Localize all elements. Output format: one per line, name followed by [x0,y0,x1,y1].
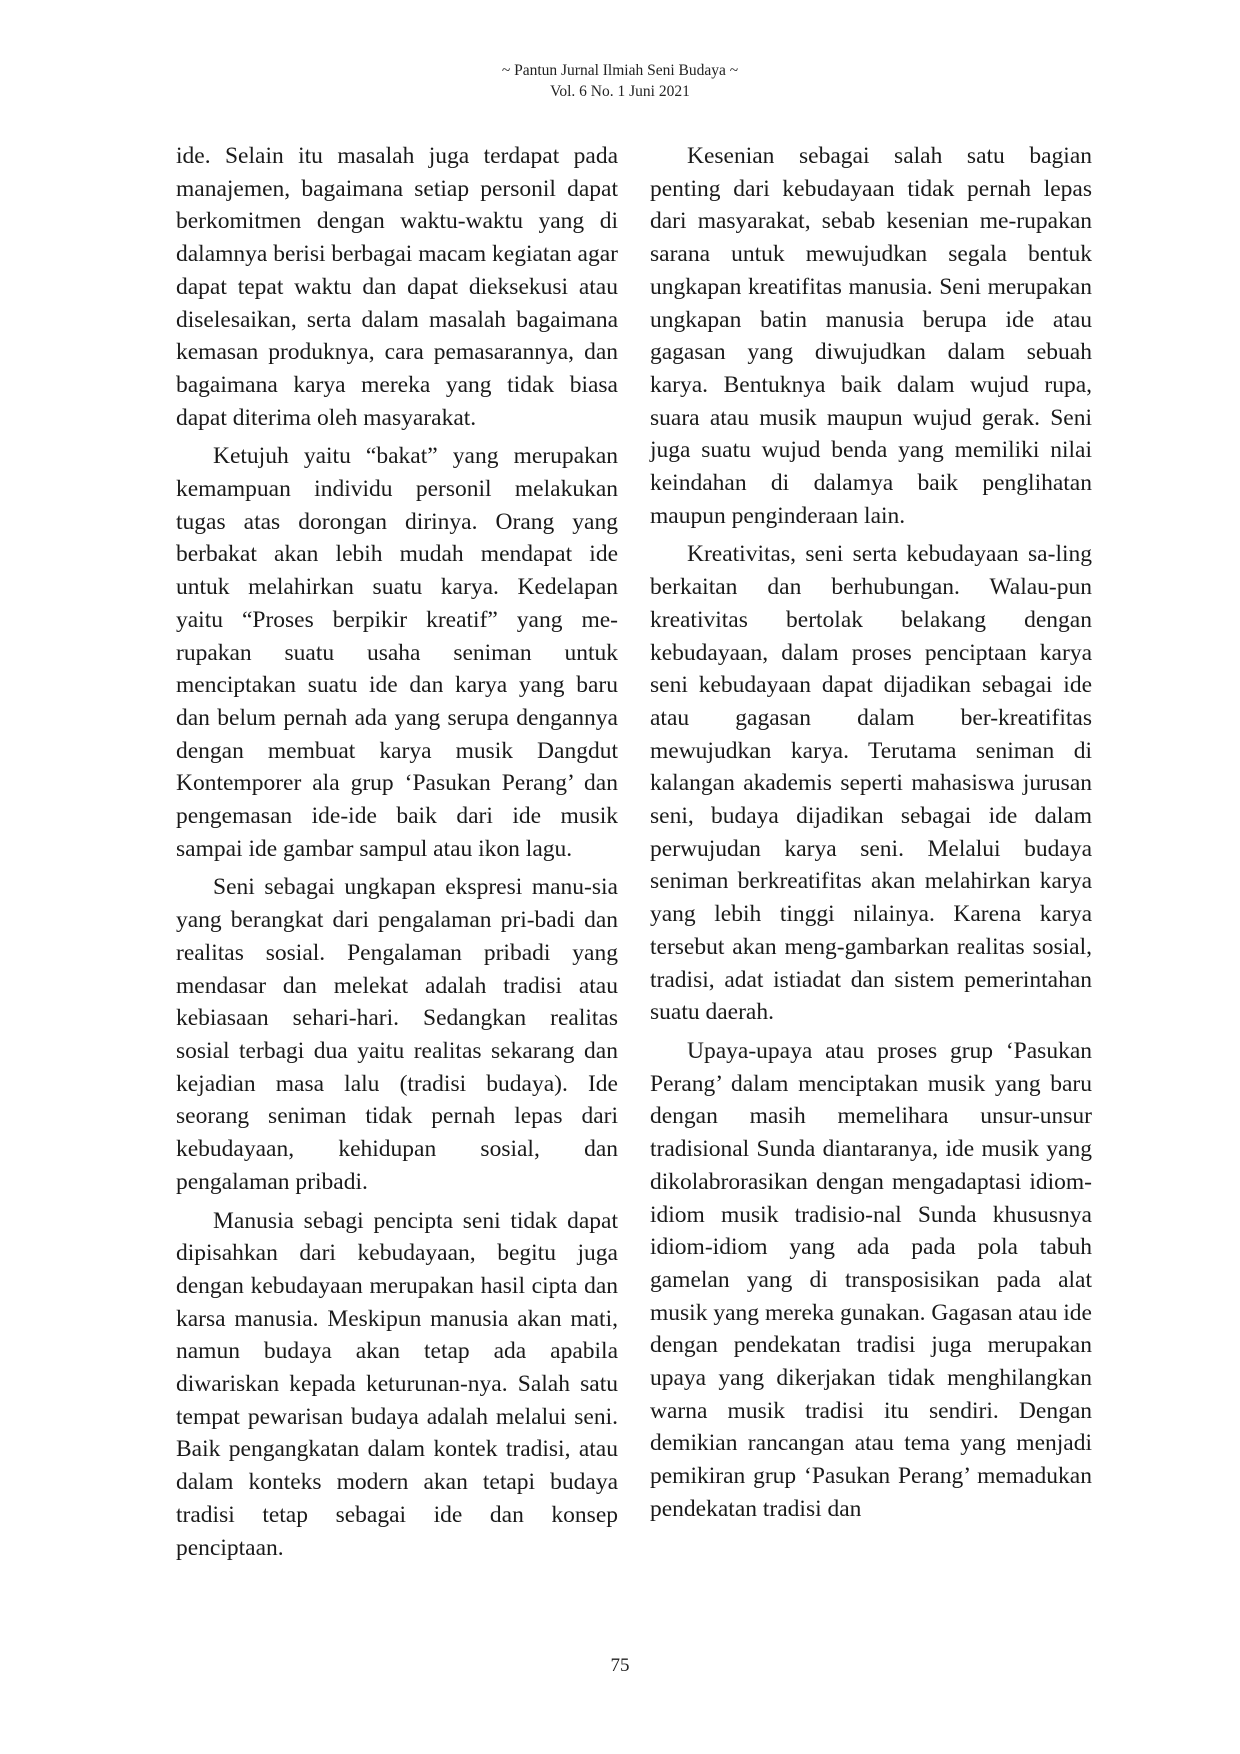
right-column [650,140,1092,1532]
paragraph: Seni sebagai ungkapan ekspresi manu-sia yang berangkat dari pengalaman pri-badi dan realitas sosial. Pengalaman pribadi yang mendasar dan melekat adalah tradisi atau kebiasaan sehari-hari. Sedangkan realitas sosial terbagi dua yaitu realitas sekarang dan kejadian masa lalu (tradisi budaya). Ide seorang seniman tidak pernah lepas dari kebudayaan, kehidupan sosial, dan pengalaman pribadi. [176,874,618,1195]
volume-issue: Vol. 6 No. 1 Juni 2021 [550,83,690,100]
paragraph: Upaya-upaya atau proses grup ‘Pasukan Perang’ dalam menciptakan musik yang baru dengan masih memelihara unsur-unsur tradisional Sunda diantaranya, ide musik yang dikolabrorasikan dengan mengadaptasi idiom-idiom musik tradisio-nal Sunda khususnya idiom-idiom yang ada pada pola tabuh gamelan yang di transposisikan pada alat musik yang mereka gunakan. Gagasan atau ide dengan pendekatan tradisi juga merupakan upaya yang dikerjakan tidak menghilangkan warna musik tradisi itu sendiri. Dengan demikian rancangan atau tema yang menjadi pemikiran grup ‘Pasukan Perang’ memadukan pendekatan tradisi dan [650,1037,1092,1522]
paragraph: Ketujuh yaitu “bakat” yang merupakan kemampuan individu personil melakukan tugas atas dorongan dirinya. Orang yang berbakat akan lebih mudah mendapat ide untuk melahirkan suatu karya. Kedelapan yaitu “Proses berpikir kreatif” yang me-rupakan suatu usaha seniman untuk menciptakan suatu ide dan karya yang baru dan belum pernah ada yang serupa dengannya dengan membuat karya musik Dangdut Kontemporer ala grup ‘Pasukan Perang’ dan pengemasan ide-ide baik dari ide musik sampai ide gambar sampul atau ikon lagu. [176,443,618,862]
running-header [0,60,1240,102]
journal-title: ~ Pantun Jurnal Ilmiah Seni Budaya ~ [501,62,739,79]
paragraph: Manusia sebagi pencipta seni tidak dapat dipisahkan dari kebudayaan, begitu juga dengan kebudayaan merupakan hasil cipta dan karsa manusia. Meskipun manusia akan mati, namun budaya akan tetap ada apabila diwariskan kepada keturunan-nya. Salah satu tempat pewarisan budaya adalah melalui seni. Baik pengangkatan dalam kontek tradisi, atau dalam konteks modern akan tetapi budaya tradisi tetap sebagai ide dan konsep penciptaan. [176,1207,618,1561]
page-number: 75 [610,1655,630,1676]
paragraph: Kreativitas, seni serta kebudayaan sa-ling berkaitan dan berhubungan. Walau-pun kreativitas bertolak belakang dengan kebudayaan, dalam proses penciptaan karya seni kebudayaan dapat dijadikan sebagai ide atau gagasan dalam ber-kreatifitas mewujudkan karya. Terutama seniman di kalangan akademis seperti mahasiswa jurusan seni, budaya dijadikan sebagai ide dalam perwujudan karya seni. Melalui budaya seniman berkreatifitas akan melahirkan karya yang lebih tinggi nilainya. Karena karya tersebut akan meng-gambarkan realitas sosial, tradisi, adat istiadat dan sistem pemerintahan suatu daerah. [650,541,1092,1026]
left-column [176,140,618,1570]
paragraph: ide. Selain itu masalah juga terdapat pada manajemen, bagaimana setiap personil dapat berkomitmen dengan waktu-waktu yang di dalamnya berisi berbagai macam kegiatan agar dapat tepat waktu dan dapat dieksekusi atau diselesaikan, serta dalam masalah bagaimana kemasan produknya, cara pemasarannya, dan bagaimana karya mereka yang tidak biasa dapat diterima oleh masyarakat. [176,143,618,431]
paragraph: Kesenian sebagai salah satu bagian penting dari kebudayaan tidak pernah lepas dari masyarakat, sebab kesenian me-rupakan sarana untuk mewujudkan segala bentuk ungkapan kreatifitas manusia. Seni merupakan ungkapan batin manusia berupa ide atau gagasan yang diwujudkan dalam sebuah karya. Bentuknya baik dalam wujud rupa, suara atau musik maupun wujud gerak. Seni juga suatu wujud benda yang memiliki nilai keindahan di dalamya baik penglihatan maupun penginderaan lain. [650,143,1092,529]
